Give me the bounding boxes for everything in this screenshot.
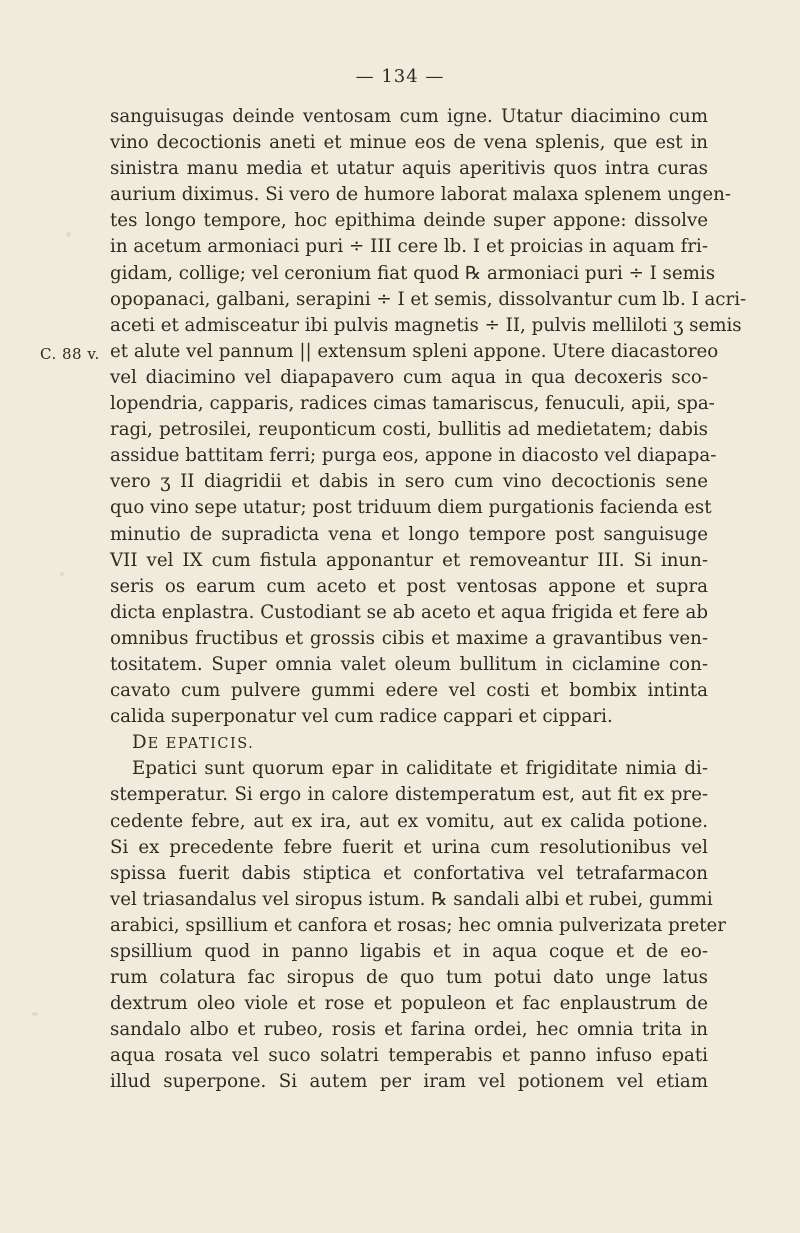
text-line: ragi, petrosilei, reuponticum costi, bullitis ad medietatem; dabis xyxy=(110,419,708,441)
text-line: lopendria, capparis, radices cimas tamariscus, fenuculi, apii, spa- xyxy=(110,393,715,415)
text-line: opopanaci, galbani, serapini ÷ I et semis, dissolvantur cum lb. I acri- xyxy=(110,288,747,310)
text-line: vino decoctionis aneti et minue eos de vena splenis, que est in xyxy=(110,132,708,154)
text-line: omnibus fructibus et grossis cibis et maxime a gravantibus ven- xyxy=(110,627,708,649)
text-line: aurium diximus. Si vero de humore laborat malaxa splenem ungen- xyxy=(110,184,732,206)
text-line: tositatem. Super omnia valet oleum bullitum in ciclamine con- xyxy=(110,653,708,675)
text-line: aceti et admisceatur ibi pulvis magnetis ÷ II, pulvis melliloti ʒ semis xyxy=(110,314,742,336)
text-line: dextrum oleo viole et rose et populeon et fac enplaustrum de xyxy=(110,993,708,1015)
text-line: Epatici sunt quorum epar in caliditate et frigiditate nimia di- xyxy=(132,758,708,780)
text-line: vel diacimino vel diapapavero cum aqua in qua decoxeris sco- xyxy=(110,366,708,388)
text-line: tes longo tempore, hoc epithima deinde super appone: dissolve xyxy=(110,210,708,232)
text-line: quo vino sepe utatur; post triduum diem purgationis facienda est xyxy=(110,497,712,519)
text-line: sanguisugas deinde ventosam cum igne. Utatur diacimino cum xyxy=(110,106,708,127)
text-line: stemperatur. Si ergo in calore distemperatum est, aut fit ex pre- xyxy=(110,784,708,806)
margin-reference: C. 88 v. xyxy=(40,345,100,363)
text-line: sandalo albo et rubeo, rosis et farina ordei, hec omnia trita in xyxy=(110,1019,708,1041)
text-line: gidam, collige; vel ceronium fiat quod ℞ armoniaci puri ÷ I semis xyxy=(110,262,716,284)
text-line: vel triasandalus vel siropus istum. ℞ sandali albi et rubei, gummi xyxy=(110,888,713,910)
text-line: aqua rosata vel suco solatri temperabis et panno infuso epati xyxy=(110,1045,708,1067)
text-line: assidue battitam ferri; purga eos, appone in diacosto vel diapapa- xyxy=(110,445,717,467)
text-line: seris os earum cum aceto et post ventosas appone et supra xyxy=(110,575,708,597)
text-line: et alute vel pannum || extensum spleni appone. Utere diacastoreo xyxy=(110,340,719,362)
body-text xyxy=(110,104,747,1096)
paper-spot xyxy=(66,232,71,237)
text-line: Si ex precedente febre fuerit et urina cum resolutionibus vel xyxy=(110,836,708,858)
text-line: VII vel IX cum fistula apponantur et removeantur III. Si inun- xyxy=(110,549,708,571)
text-line: vero ʒ II diagridii et dabis in sero cum vino decoctionis sene xyxy=(110,471,708,493)
text-line: calida superponatur vel cum radice cappari et cippari. xyxy=(110,706,613,728)
text-line: cedente febre, aut ex ira, aut ex vomitu, aut ex calida potione. xyxy=(110,810,708,832)
page-number: — 134 — xyxy=(355,66,445,87)
text-line: minutio de supradicta vena et longo tempore post sanguisuge xyxy=(110,523,708,545)
paper-spot xyxy=(32,1012,38,1016)
heading-smallcaps: E EPATICIS. xyxy=(147,736,255,753)
heading-initial: D xyxy=(132,732,148,754)
section-heading xyxy=(110,730,708,756)
paper-spot xyxy=(60,572,64,576)
text-line: in acetum armoniaci puri ÷ III cere lb. I et proicias in aquam fri- xyxy=(110,236,708,258)
text-line: spissa fuerit dabis stiptica et confortativa vel tetrafarmacon xyxy=(110,862,708,884)
text-line: rum colatura fac siropus de quo tum potui dato unge latus xyxy=(110,967,708,989)
text-line: illud superpone. Si autem per iram vel potionem vel etiam xyxy=(110,1071,708,1093)
text-line: cavato cum pulvere gummi edere vel costi et bombix intinta xyxy=(110,680,708,702)
text-line: arabici, spsillium et canfora et rosas; hec omnia pulverizata preter xyxy=(110,914,726,936)
text-line: dicta enplastra. Custodiant se ab aceto et aqua frigida et fere ab xyxy=(110,601,708,623)
text-line: spsillium quod in panno ligabis et in aqua coque et de eo- xyxy=(110,941,708,962)
text-line: sinistra manu media et utatur aquis aperitivis quos intra curas xyxy=(110,158,708,180)
